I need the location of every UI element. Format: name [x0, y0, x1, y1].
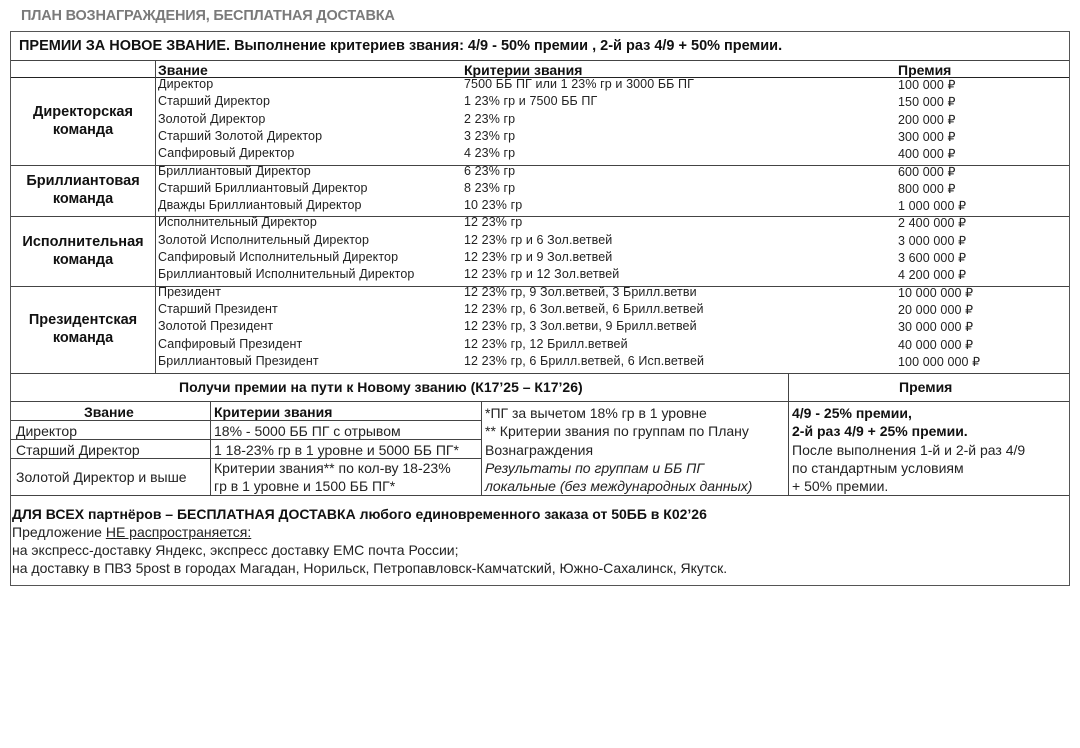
rank-cell: Исполнительный Директор [158, 215, 317, 230]
path-row-criteria-cont: гр в 1 уровне и 1500 ББ ПГ* [214, 478, 396, 494]
delivery-offer-exclusion: НЕ распространяется: [105, 524, 252, 540]
criteria-cell: 3 23% гр [464, 128, 516, 143]
reward-plan-frame [10, 31, 1070, 586]
bonus-cell: 600 000 ₽ [898, 164, 956, 179]
header-bonus: Премия [898, 62, 952, 78]
bonus-cell: 3 000 000 ₽ [898, 233, 967, 248]
bonus-cell: 3 600 000 ₽ [898, 251, 967, 265]
rank-cell: Сапфировый Президент [158, 336, 303, 351]
rank-cell: Старший Бриллиантовый Директор [158, 180, 368, 195]
bonus-cell: 20 000 000 ₽ [898, 302, 974, 317]
note-criteria-cont: Вознаграждения [485, 442, 594, 458]
divider [11, 495, 1069, 496]
criteria-cell: 12 23% гр [464, 215, 523, 230]
criteria-cell: 10 23% гр [464, 198, 523, 213]
divider [11, 420, 481, 421]
team-name [11, 103, 155, 139]
divider [11, 401, 1069, 402]
criteria-cell: 12 23% гр, 9 Зол.ветвей, 3 Брилл.ветви [464, 284, 697, 299]
note-pg: *ПГ за вычетом 18% гр в 1 уровне [485, 405, 707, 421]
divider [11, 373, 1069, 374]
rank-cell: Золотой Президент [158, 319, 274, 334]
path-row-rank: Старший Директор [16, 442, 140, 458]
header-rank: Звание [158, 62, 208, 78]
delivery-exclusion-line: на доставку в ПВЗ 5post в городах Магадан, Норильск, Петропавловск-Камчатский, Южно-Сахалинск, Якутск. [12, 560, 728, 576]
criteria-cell: 12 23% гр, 3 Зол.ветви, 9 Брилл.ветвей [464, 319, 697, 334]
bonus-column-divider [788, 373, 789, 495]
bonus-cell: 2 400 000 ₽ [898, 216, 967, 231]
path-bonus-terms: по стандартным условиям [792, 460, 964, 476]
bonus-cell: 40 000 000 ₽ [898, 337, 974, 352]
delivery-headline: ДЛЯ ВСЕХ партнёров – БЕСПЛАТНАЯ ДОСТАВКА любого единовременного заказа от 50ББ в К02’26 [12, 506, 707, 522]
path-row-rank: Директор [16, 423, 77, 439]
path-bonus-terms: + 50% премии. [792, 478, 889, 494]
delivery-exclusion-line: на экспресс-доставку Яндекс, экспресс доставку ЕМС почта России; [12, 542, 459, 558]
bonus-cell: 300 000 ₽ [898, 129, 956, 144]
team-name-line: Директорская [33, 104, 133, 121]
delivery-offer [12, 524, 251, 540]
criteria-cell: 8 23% гр [464, 180, 516, 195]
team-name [11, 311, 155, 347]
document-title: ПЛАН ВОЗНАГРАЖДЕНИЯ, БЕСПЛАТНАЯ ДОСТАВКА [21, 8, 395, 24]
path-row-criteria: 18% - 5000 ББ ПГ с отрывом [214, 423, 401, 439]
rank-cell: Президент [158, 284, 222, 299]
rank-cell: Бриллиантовый Директор [158, 163, 311, 178]
path-row-criteria: Критерии звания** по кол-ву 18-23% [214, 460, 451, 476]
note-criteria: ** Критерии звания по группам по Плану [485, 423, 749, 439]
bonus-cell: 10 000 000 ₽ [898, 285, 974, 300]
rank-cell: Старший Директор [158, 94, 271, 109]
path-bonus-terms: 2-й раз 4/9 + 25% премии. [792, 423, 968, 439]
team-name [11, 233, 155, 269]
rank-cell: Золотой Исполнительный Директор [158, 232, 370, 247]
rank-cell: Золотой Директор [158, 111, 266, 126]
team-name-line: Бриллиантовая [26, 173, 140, 190]
path-bonus-terms: 4/9 - 25% премии, [792, 405, 912, 421]
team-name-line: команда [52, 329, 114, 346]
team-name-line: Президентская [28, 311, 138, 328]
bonus-cell: 200 000 ₽ [898, 112, 956, 127]
bonus-cell: 30 000 000 ₽ [898, 320, 974, 335]
path-header-criteria: Критерии звания [214, 404, 333, 420]
team-name-line: команда [52, 191, 114, 208]
header-criteria: Критерии звания [464, 62, 583, 78]
bonus-cell: 150 000 ₽ [898, 95, 956, 110]
rank-cell: Старший Золотой Директор [158, 128, 323, 143]
criteria-cell: 12 23% гр, 12 Брилл.ветвей [464, 336, 628, 351]
rank-cell: Бриллиантовый Президент [158, 353, 319, 368]
criteria-cell: 4 23% гр [464, 146, 516, 161]
delivery-offer-prefix: Предложение [12, 524, 106, 540]
rank-cell: Директор [158, 77, 214, 91]
criteria-cell: 12 23% гр, 6 Брилл.ветвей, 6 Исп.ветвей [464, 353, 705, 368]
bonus-cell: 100 000 000 ₽ [898, 354, 981, 369]
bonus-cell: 4 200 000 ₽ [898, 268, 967, 283]
rank-cell: Сапфировый Исполнительный Директор [158, 250, 399, 264]
path-header-rank: Звание [84, 404, 134, 420]
divider [11, 458, 481, 459]
divider [11, 439, 481, 440]
bonus-cell: 1 000 000 ₽ [898, 199, 967, 214]
criteria-cell: 6 23% гр [464, 163, 516, 178]
team-name-line: команда [52, 252, 114, 268]
path-notes-divider [481, 401, 482, 495]
criteria-cell: 1 23% гр и 7500 ББ ПГ [464, 94, 598, 109]
path-rank-divider [210, 401, 211, 495]
bonus-cell: 100 000 ₽ [898, 78, 956, 92]
team-name [11, 172, 155, 208]
rank-cell: Старший Президент [158, 301, 278, 316]
criteria-cell: 12 23% гр и 6 Зол.ветвей [464, 232, 613, 247]
path-bonus-header: Премия [899, 379, 953, 395]
note-results-cont: локальные (без международных данных) [485, 478, 753, 494]
path-bonus-terms: После выполнения 1-й и 2-й раз 4/9 [792, 442, 1026, 458]
path-row-criteria: 1 18-23% гр в 1 уровне и 5000 ББ ПГ* [214, 442, 459, 458]
rank-cell: Дважды Бриллиантовый Директор [158, 198, 362, 213]
divider [11, 60, 1069, 61]
criteria-cell: 12 23% гр и 12 Зол.ветвей [464, 267, 620, 282]
path-bonus-banner: Получи премии на пути к Новому званию (К17’25 – К17’26) [179, 379, 583, 395]
criteria-cell: 12 23% гр и 9 Зол.ветвей [464, 250, 613, 264]
rank-bonus-banner: ПРЕМИИ ЗА НОВОЕ ЗВАНИЕ. Выполнение критериев звания: 4/9 - 50% премии , 2-й раз 4/9 + 50% премии. [19, 38, 783, 54]
team-name-line: Исполнительная [22, 234, 144, 250]
path-row-rank: Золотой Директор и выше [16, 469, 187, 485]
criteria-cell: 12 23% гр, 6 Зол.ветвей, 6 Брилл.ветвей [464, 301, 704, 316]
criteria-cell: 2 23% гр [464, 111, 516, 126]
rank-cell: Сапфировый Директор [158, 146, 295, 161]
rank-cell: Бриллиантовый Исполнительный Директор [158, 267, 415, 282]
bonus-cell: 400 000 ₽ [898, 147, 956, 162]
team-name-line: команда [52, 122, 114, 139]
criteria-cell: 7500 ББ ПГ или 1 23% гр и 3000 ББ ПГ [464, 77, 694, 91]
bonus-cell: 800 000 ₽ [898, 181, 956, 196]
note-results: Результаты по группам и ББ ПГ [485, 460, 704, 476]
